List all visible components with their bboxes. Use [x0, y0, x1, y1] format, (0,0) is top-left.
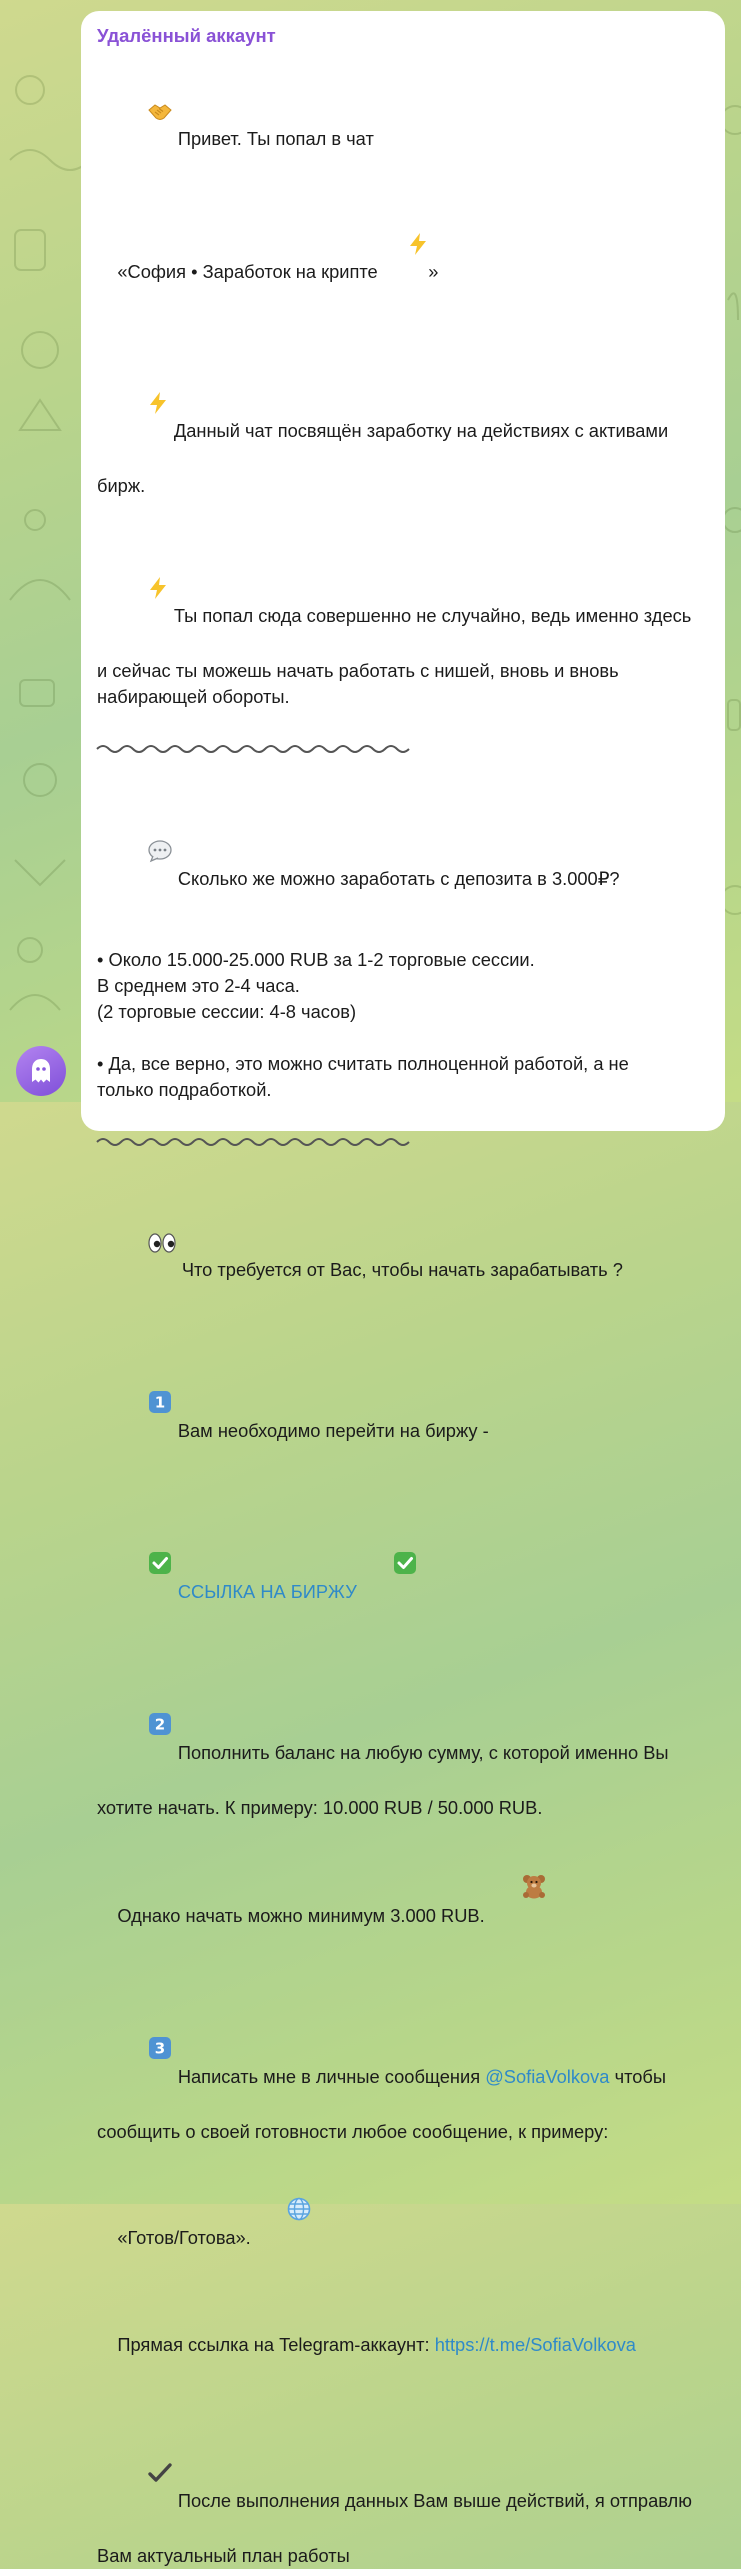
step-3-line-3: «Готов/Готова».	[97, 2145, 705, 2280]
mention-link[interactable]: @SofiaVolkova	[485, 2066, 610, 2087]
check-box-icon	[117, 1525, 171, 1608]
step-2-line-1: 2 Пополнить баланс на любую сумму, с которой именно Вы	[97, 1660, 705, 1795]
message-bubble	[81, 11, 725, 2566]
answer-1-line-2: В среднем это 2-4 часа.	[97, 975, 300, 996]
after-line-1: После выполнения данных Вам выше действий, я отправлю	[97, 2410, 705, 2543]
keycap-2-icon	[117, 1686, 171, 1769]
exchange-link-line	[97, 1499, 705, 1634]
svg-text:2: 2	[154, 1715, 166, 1734]
handshake-icon	[117, 76, 171, 155]
direct-link-line: Прямая ссылка на Telegram-аккаунт: https://t.me/SofiaVolkova	[117, 2334, 636, 2355]
step-3-line-2: сообщить о своей готовности любое сообщение, к примеру:	[97, 2121, 609, 2142]
requirements-line: Что требуется от Вас, чтобы начать зарабатывать ?	[97, 1181, 705, 1312]
answer-1-line-3: (2 торговые сессии: 4-8 часов)	[97, 1001, 357, 1022]
lightning-icon	[378, 207, 428, 288]
svg-text:1: 1	[154, 1393, 166, 1412]
keycap-1-icon	[117, 1364, 171, 1447]
teddy-bear-icon	[491, 1847, 547, 1932]
step-2-line-2: хотите начать. К примеру: 10.000 RUB / 50.000 RUB.	[97, 1797, 543, 1818]
step-3-line-1: 3 Написать мне в личные сообщения @SofiaVolkova чтобы	[97, 1984, 705, 2119]
paragraph-1-line-2: бирж.	[97, 475, 146, 496]
wavy-divider	[97, 742, 417, 756]
sender-avatar[interactable]	[16, 1046, 66, 1096]
step-1-line: 1 Вам необходимо перейти на биржу -	[97, 1338, 705, 1473]
sender-name[interactable]: Удалённый аккаунт	[97, 25, 276, 46]
paragraph-1: Данный чат посвящён заработку на действиях с активами	[97, 340, 705, 473]
eyes-icon	[117, 1207, 175, 1286]
answer-1-line-1: • Около 15.000-25.000 RUB за 1-2 торговые сессии.	[97, 949, 535, 970]
after-line-2: Вам актуальный план работы	[97, 2545, 350, 2566]
telegram-account-link[interactable]: https://t.me/SofiaVolkova	[434, 2334, 636, 2355]
paragraph-2-line-2: и сейчас ты можешь начать работать с нишей, вновь и вновь	[97, 660, 619, 681]
check-box-icon	[363, 1525, 417, 1608]
ghost-avatar-icon	[29, 1057, 53, 1085]
svg-text:3: 3	[154, 2039, 166, 2058]
speech-bubble-icon	[117, 814, 171, 895]
answer-2-line-1: • Да, все верно, это можно считать полноценной работой, а не	[97, 1053, 629, 1074]
wavy-divider	[97, 1135, 417, 1149]
lightning-icon	[117, 366, 167, 447]
globe-icon	[257, 2171, 311, 2254]
paragraph-2: Ты попал сюда совершенно не случайно, ведь именно здесь	[97, 525, 705, 658]
question-line: Сколько же можно заработать с депозита в 3.000₽?	[97, 788, 705, 921]
answer-2-line-2: только подработкой.	[97, 1079, 272, 1100]
paragraph-2-line-3: набирающей обороты.	[97, 686, 290, 707]
heavy-checkmark-icon	[117, 2436, 171, 2517]
exchange-link[interactable]: ССЫЛКА НА БИРЖУ	[177, 1581, 357, 1602]
lightning-icon	[117, 551, 167, 632]
greeting-line-1: Привет. Ты попал в чат	[97, 50, 705, 181]
greeting-line-2: «София • Заработок на крипте »	[97, 181, 705, 314]
step-2-line-3: Однако начать можно минимум 3.000 RUB.	[97, 1821, 705, 1958]
keycap-3-icon	[117, 2010, 171, 2093]
